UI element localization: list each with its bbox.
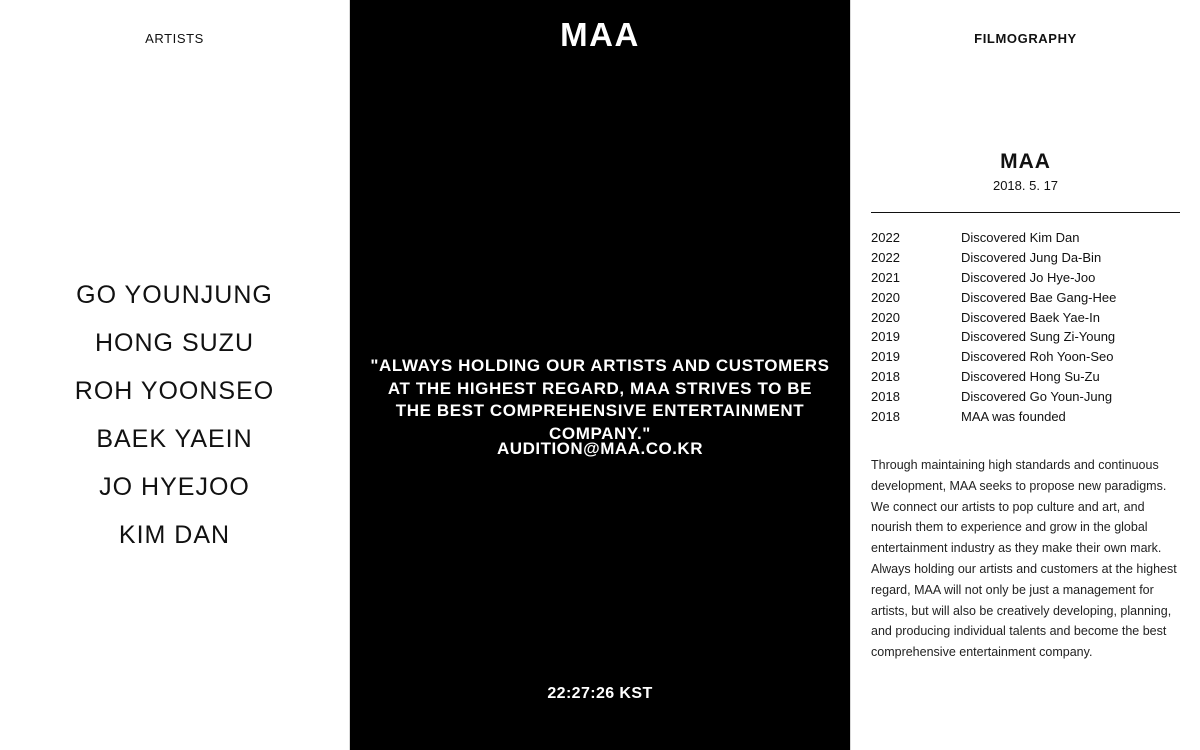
timeline-event: Discovered Baek Yae-In (961, 309, 1100, 325)
artist-list (0, 270, 349, 558)
nav-artists-link[interactable]: ARTISTS (145, 31, 204, 46)
timeline-year: 2019 (871, 329, 900, 345)
history-timeline (871, 228, 1180, 427)
founding-date: 2018. 5. 17 (992, 178, 1059, 193)
timeline-event: MAA was founded (961, 409, 1066, 425)
timeline-row (871, 248, 1180, 268)
timeline-row (871, 288, 1180, 308)
timeline-event: Discovered Sung Zi-Young (961, 329, 1116, 345)
artist-item-hong-suzu[interactable]: HONG SUZU (95, 329, 254, 357)
timeline-event: Discovered Jo Hye-Joo (961, 269, 1096, 285)
timeline-year: 2018 (871, 389, 900, 405)
timeline-event: Discovered Roh Yoon-Seo (961, 349, 1114, 365)
divider (871, 212, 1180, 213)
nav-filmography-link[interactable]: FILMOGRAPHY (974, 31, 1077, 46)
timeline-year: 2018 (871, 409, 900, 425)
artist-item-jo-hyejoo[interactable]: JO HYEJOO (99, 473, 250, 501)
timeline-row (871, 228, 1180, 248)
timeline-row (871, 308, 1180, 328)
timeline-row (871, 367, 1180, 387)
timeline-year: 2021 (871, 269, 900, 285)
timeline-row (871, 347, 1180, 367)
timeline-year: 2022 (871, 230, 900, 245)
timeline-row (871, 268, 1180, 288)
timeline-event: Discovered Hong Su-Zu (961, 369, 1100, 385)
artist-item-roh-yoonseo[interactable]: ROH YOONSEO (74, 377, 275, 405)
timeline-row (871, 327, 1180, 347)
artist-item-go-younjung[interactable]: GO YOUNJUNG (76, 281, 273, 309)
center-panel (349, 0, 851, 750)
artists-panel (0, 0, 349, 750)
filmography-title: MAA (1000, 150, 1051, 173)
site-logo[interactable]: MAA (560, 16, 640, 53)
timeline-year: 2022 (871, 249, 900, 265)
timeline-event: Discovered Bae Gang-Hee (961, 289, 1117, 305)
timeline-row (871, 407, 1180, 427)
timeline-row (871, 387, 1180, 407)
artist-item-kim-dan[interactable]: KIM DAN (118, 521, 231, 549)
timeline-year: 2018 (871, 369, 900, 385)
timeline-event: Discovered Kim Dan (961, 230, 1080, 245)
artist-item-baek-yaein[interactable]: BAEK YAEIN (96, 425, 253, 453)
timeline-event: Discovered Go Youn-Jung (961, 389, 1113, 405)
filmography-panel (851, 0, 1200, 750)
company-motto: "ALWAYS HOLDING OUR ARTISTS AND CUSTOMERS AT THE HIGHEST REGARD, MAA STRIVES TO BE THE BEST COMPREHENSIVE ENTERTAINMENT COMPANY." (370, 356, 830, 443)
company-description: Through maintaining high standards and continuous development, MAA seeks to propose new paradigms. We connect our artists to pop culture and art, and nourish them to experience and grow in the global entertainment industry as they make their own mark. Always holding our artists and customers at the highest regard, MAA will not only be just a management for artists, but will also be creatively developing, planning, and producing individual talents and become the best comprehensive entertainment company. (871, 458, 1177, 660)
audition-email-link[interactable]: AUDITION@MAA.CO.KR (497, 439, 703, 458)
timeline-year: 2019 (871, 349, 900, 365)
timeline-event: Discovered Jung Da-Bin (961, 249, 1102, 265)
timeline-year: 2020 (871, 289, 900, 305)
kst-clock: 22:27:26 KST (547, 685, 653, 702)
timeline-year: 2020 (871, 309, 900, 325)
